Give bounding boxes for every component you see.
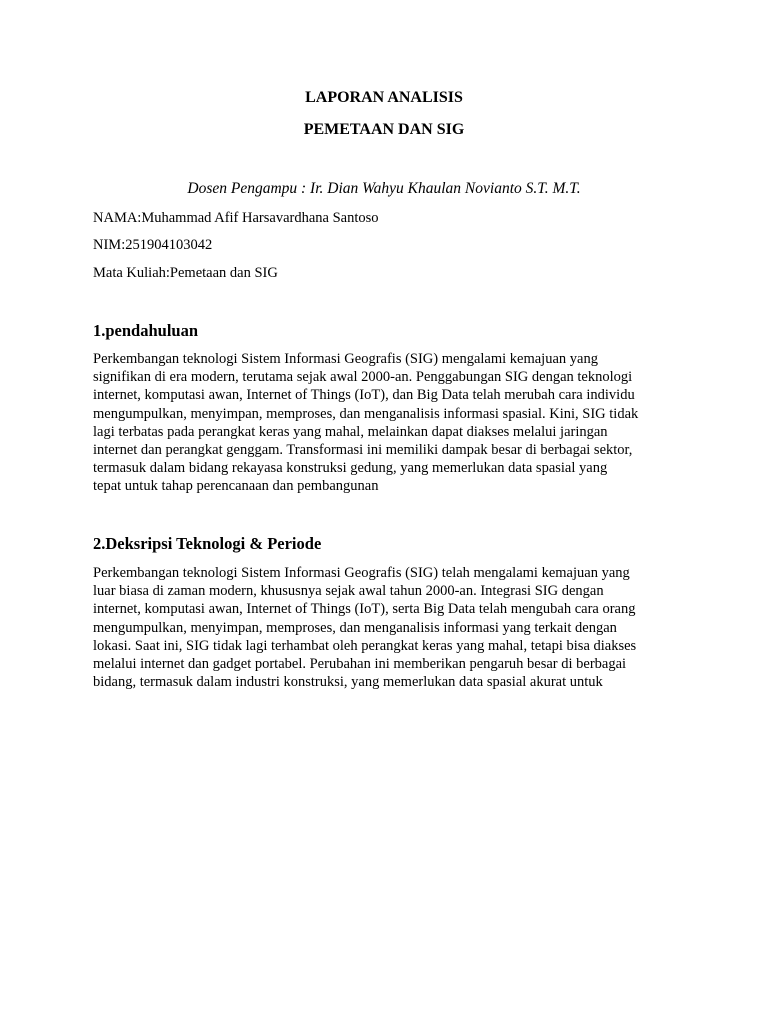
student-name: NAMA:Muhammad Afif Harsavardhana Santoso [93, 210, 379, 226]
report-subtitle: PEMETAAN DAN SIG [303, 121, 465, 138]
paragraph-line: mengumpulkan, menyimpan, memproses, dan menganalisis informasi spasial. Kini, SIG tidak [93, 405, 639, 422]
paragraph-line: termasuk dalam bidang rekayasa konstruksi gedung, yang memerlukan data spasial yang [93, 460, 608, 477]
paragraph-line: luar biasa di zaman modern, khususnya sejak awal tahun 2000-an. Integrasi SIG dengan [93, 583, 604, 600]
report-title: LAPORAN ANALISIS [305, 89, 463, 106]
section-paragraph-technology-description [93, 564, 693, 691]
lecturer-line: Dosen Pengampu : Ir. Dian Wahyu Khaulan Novianto S.T. M.T. [187, 180, 581, 197]
course-name: Mata Kuliah:Pemetaan dan SIG [93, 265, 278, 281]
section-heading-technology-description: 2.Deksripsi Teknologi & Periode [93, 534, 322, 553]
paragraph-line: melalui internet dan gadget portabel. Perubahan ini memberikan pengaruh besar di berbagai [93, 656, 627, 673]
paragraph-line: mengumpulkan, menyimpan, memproses, dan menganalisis informasi yang terkait dengan [93, 619, 617, 636]
section-heading-introduction: 1.pendahuluan [93, 321, 199, 340]
paragraph-line: tepat untuk tahap perencanaan dan pembangunan [93, 478, 379, 495]
paragraph-line: internet dan perangkat genggam. Transformasi ini memiliki dampak besar di berbagai sektor, [93, 442, 633, 459]
student-nim: NIM:251904103042 [93, 237, 213, 253]
paragraph-line: internet, komputasi awan, Internet of Things (IoT), serta Big Data telah mengubah cara orang [93, 601, 636, 618]
paragraph-line: Perkembangan teknologi Sistem Informasi Geografis (SIG) mengalami kemajuan yang [93, 351, 598, 367]
paragraph-line: internet, komputasi awan, Internet of Things (IoT), dan Big Data telah merubah cara individu [93, 387, 635, 404]
paragraph-line: lokasi. Saat ini, SIG tidak lagi terhambat oleh perangkat keras yang mahal, tetapi bisa diakses [93, 637, 637, 654]
paragraph-line: bidang, termasuk dalam industri konstruksi, yang memerlukan data spasial akurat untuk [93, 674, 603, 691]
paragraph-line: Perkembangan teknologi Sistem Informasi Geografis (SIG) telah mengalami kemajuan yang [93, 565, 630, 581]
section-paragraph-introduction [93, 350, 693, 496]
paragraph-line: signifikan di era modern, terutama sejak awal 2000-an. Penggabungan SIG dengan teknologi [93, 369, 633, 386]
paragraph-line: lagi terbatas pada perangkat keras yang mahal, melainkan dapat diakses melalui jaringan [93, 423, 608, 440]
